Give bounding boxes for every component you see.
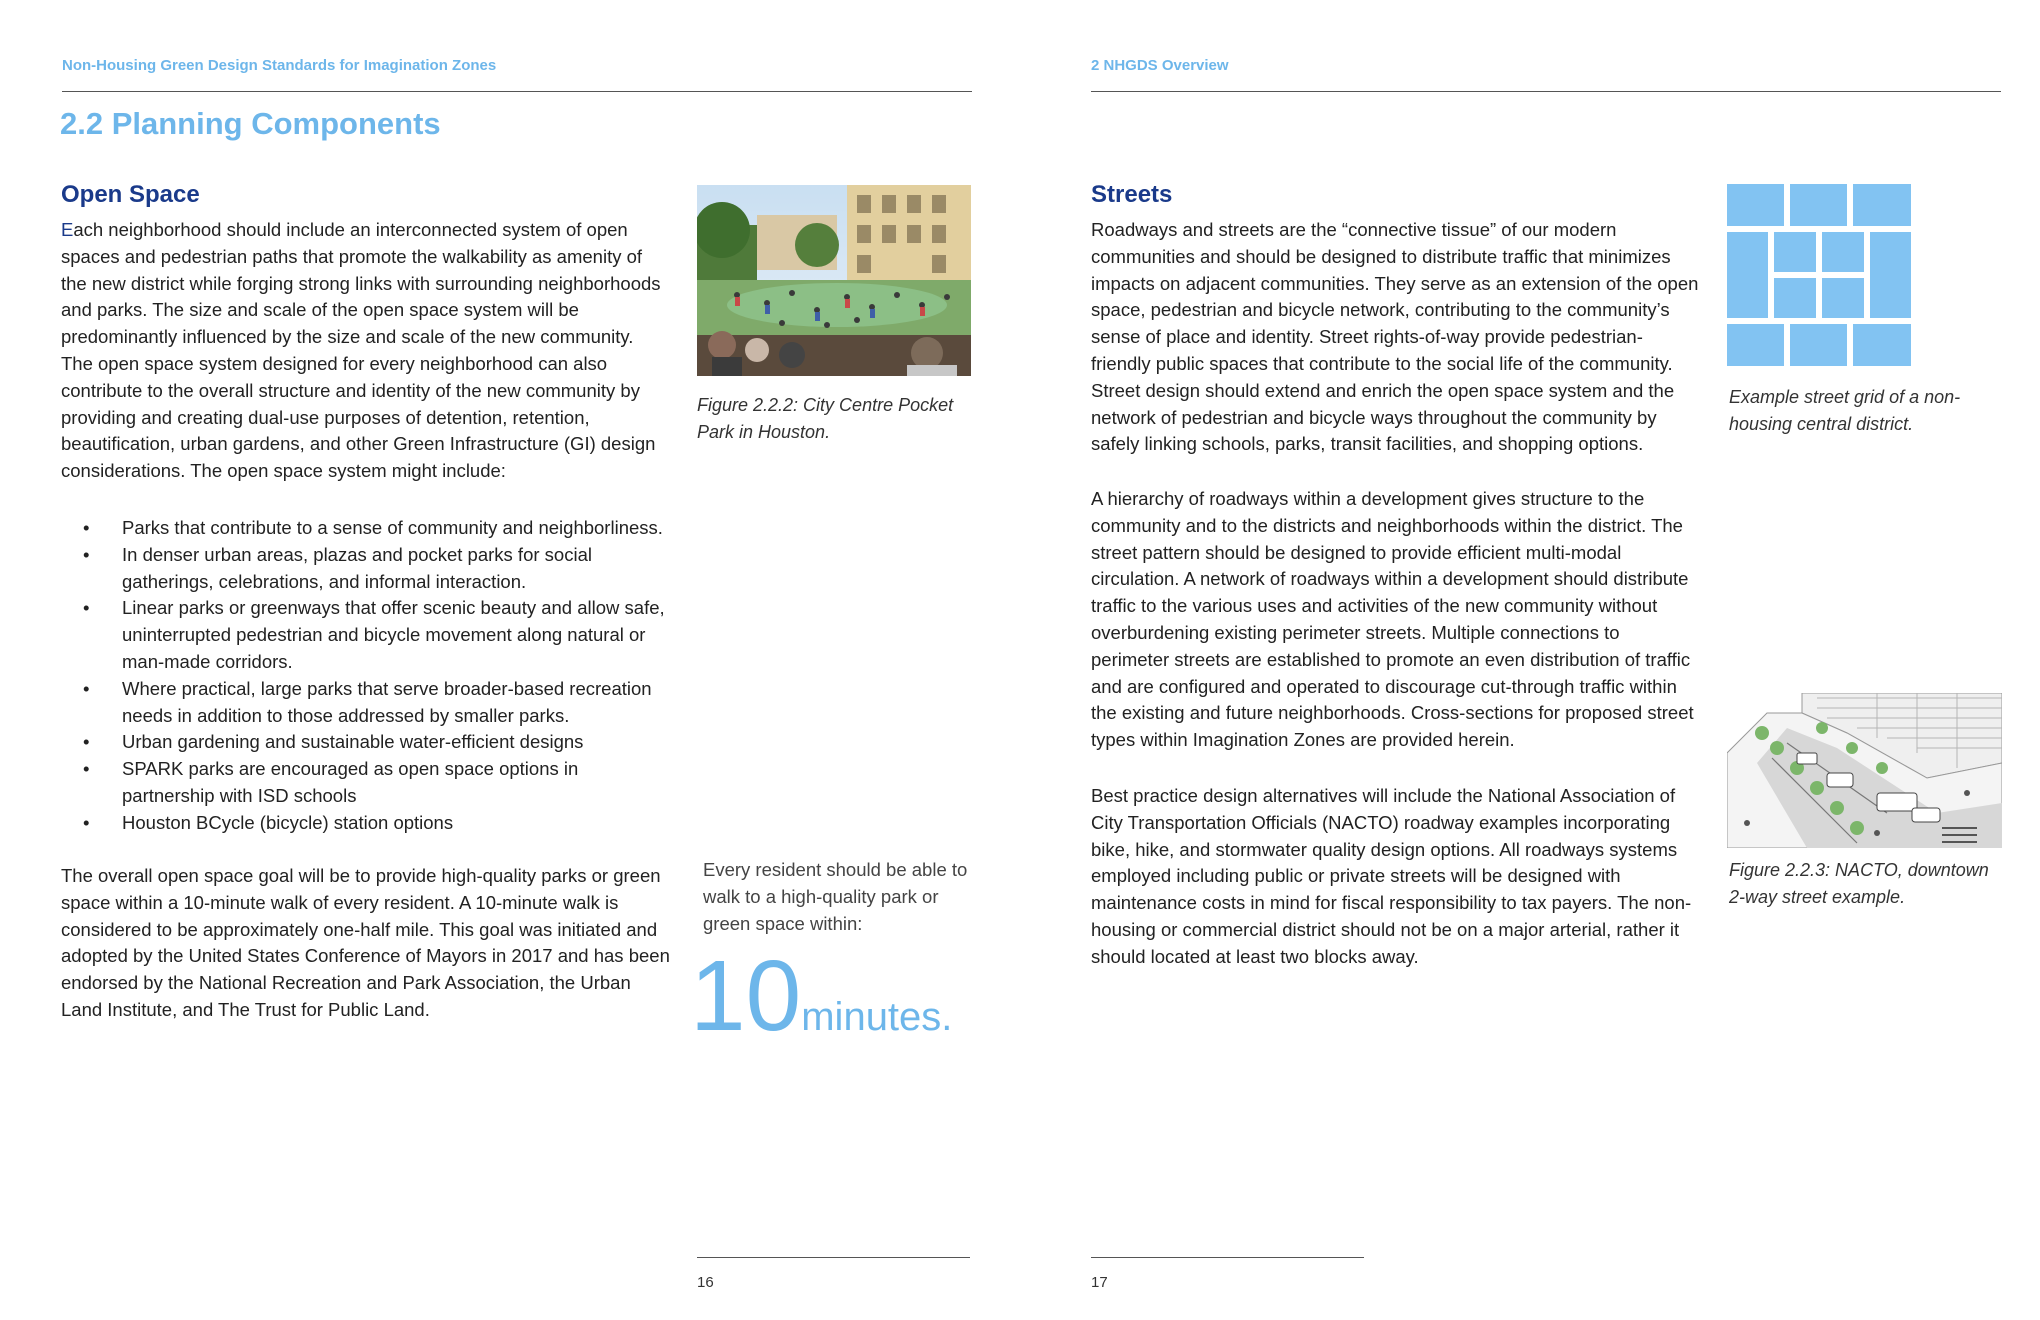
right-header-rule (1091, 91, 2001, 92)
left-header-rule (62, 91, 972, 92)
nacto-street-illustration (1727, 693, 2002, 848)
right-footer-rule (1091, 1257, 1364, 1258)
callout-unit: minutes. (801, 995, 953, 1039)
list-item: • Houston BCycle (bicycle) station options (61, 810, 673, 837)
callout-text: Every resident should be able to walk to a high-quality park or green space within: (703, 859, 968, 934)
street-grid-diagram (1727, 184, 1911, 366)
left-footer-rule (697, 1257, 970, 1258)
drop-letter: E (61, 219, 74, 240)
left-running-header: Non-Housing Green Design Standards for Imagination Zones (62, 57, 497, 74)
open-space-heading: Open Space (61, 181, 200, 208)
callout-number: 10 (690, 940, 802, 1052)
streets-heading: Streets (1091, 181, 1173, 208)
nacto-caption: Figure 2.2.3: NACTO, downtown 2-way street example. (1729, 860, 1989, 907)
callout-stat (690, 940, 953, 1052)
right-page-number: 17 (1091, 1274, 1108, 1291)
streets-paragraph-3: Best practice design alternatives will include the National Association of City Transportation Officials (NACTO) roadway examples incorporating bike, hike, and stormwater quality design options. All roadways systems employed including public or private streets will be designed with maintenance costs in mind for fiscal responsibility to tax payers. The non-housing or commercial district should not be on a major arterial, rather it should located at least two blocks away. (1091, 785, 1692, 967)
streets-paragraph-1: Roadways and streets are the “connective tissue” of our modern communities and should be designed to distribute traffic that minimizes impacts on adjacent communities. They serve as an extension of the open space, pedestrian and bicycle network, contributing to the community’s sense of place and identity. Street rights-of-way provide pedestrian-friendly public spaces that contribute to the social life of the community. Street design should extend and enrich the open space system and the network of pedestrian and bicycle ways throughout the community by safely linking schools, parks, transit facilities, and shopping options. (1091, 219, 1699, 455)
street-grid-illustration (1727, 184, 1911, 366)
nacto-street-sketch (1727, 693, 2002, 848)
streets-paragraph-2: A hierarchy of roadways within a development gives structure to the community and to the districts and neighborhoods within the district. The street pattern should be designed to provide efficient multi-modal circulation. A network of roadways within a development should distribute traffic to the various uses and activities of the new community without overburdening existing perimeter streets. Multiple connections to perimeter streets are established to promote an even distribution of traffic and are configured and operated to discourage cut-through traffic within the existing and future neighborhoods. Cross-sections for proposed street types within Imagination Zones are provided herein. (1091, 488, 1694, 751)
left-page-number: 16 (697, 1274, 714, 1291)
list-item: • Parks that contribute to a sense of community and neighborliness. (61, 515, 673, 542)
street-grid-caption: Example street grid of a non-housing central district. (1729, 387, 1961, 434)
list-item: • SPARK parks are encouraged as open space options in partnership with ISD schools (61, 756, 673, 810)
list-item: • Linear parks or greenways that offer scenic beauty and allow safe, uninterrupted pedestrian and bicycle movement along natural or man-made corridors. (61, 595, 673, 675)
open-space-bullet-list (61, 515, 673, 837)
open-space-paragraph-1 (61, 217, 669, 485)
section-title: 2.2 Planning Components (60, 106, 441, 141)
pocket-park-photo (697, 185, 971, 376)
right-running-header: 2 NHGDS Overview (1091, 57, 1229, 74)
open-space-paragraph-1-text: ach neighborhood should include an interconnected system of open spaces and pedestrian paths that promote the walkability as amenity of the new district while forging strong links with surrounding neighborhoods and parks. The size and scale of the open space system will be predominantly influenced by the size and scale of the new community. The open space system designed for every neighborhood can also contribute to the overall structure and identity of the new community by providing and creating dual-use purposes of detention, retention, beautification, urban gardens, and other Green Infrastructure (GI) design considerations. The open space system might include: (61, 219, 661, 482)
pocket-park-caption: Figure 2.2.2: City Centre Pocket Park in Houston. (697, 395, 954, 442)
list-item: • In denser urban areas, plazas and pocket parks for social gatherings, celebrations, and informal interaction. (61, 542, 673, 596)
pocket-park-illustration (697, 185, 971, 376)
open-space-paragraph-2: The overall open space goal will be to provide high-quality parks or green space within a 10-minute walk of every resident. A 10-minute walk is considered to be approximately one-half mile. This goal was initiated and adopted by the United States Conference of Mayors in 2017 and has been endorsed by the National Recreation and Park Association, the Urban Land Institute, and The Trust for Public Land. (61, 865, 670, 1020)
list-item: • Where practical, large parks that serve broader-based recreation needs in addition to those addressed by smaller parks. (61, 676, 673, 730)
list-item: • Urban gardening and sustainable water-efficient designs (61, 729, 673, 756)
